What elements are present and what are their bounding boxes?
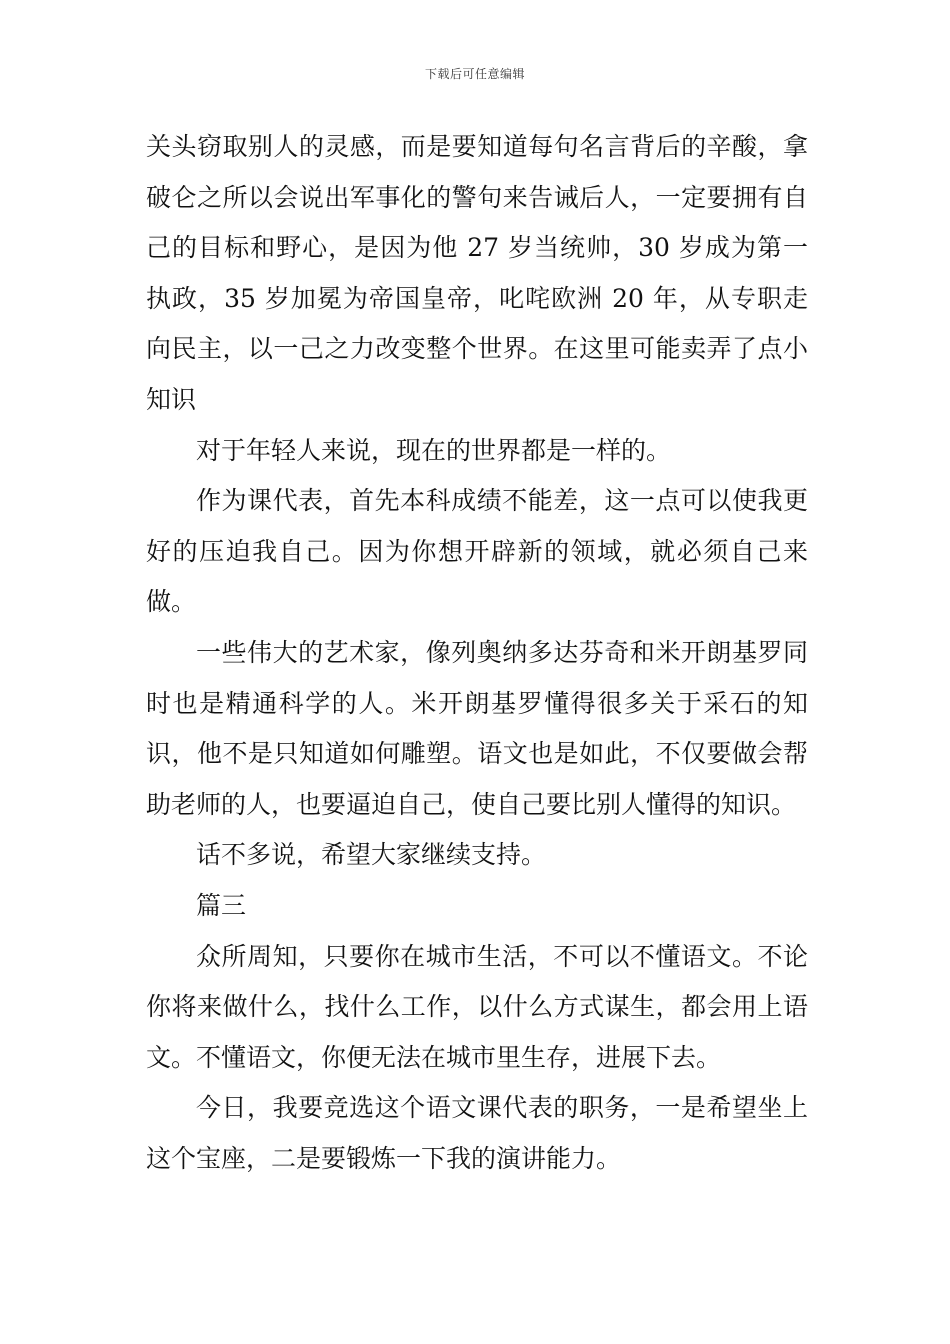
document-body xyxy=(146,122,808,1184)
paragraph-continued: 关头窃取别人的灵感，而是要知道每句名言背后的辛酸，拿破仑之所以会说出军事化的警句来告诫后人，一定要拥有自己的目标和野心，是因为他 27 岁当统帅，30 岁成为第一执政，35 岁加冕为帝国皇帝，叱咤欧洲 20 年，从专职走向民主，以一己之力改变整个世界。在这里可能卖弄了点小知识 xyxy=(146,132,808,414)
paragraph: 话不多说，希望大家继续支持。 xyxy=(196,840,547,870)
paragraph: 作为课代表，首先本科成绩不能差，这一点可以使我更好的压迫我自己。因为你想开辟新的领域，就必须自己来做。 xyxy=(146,486,808,617)
paragraph: 众所周知，只要你在城市生活，不可以不懂语文。不论你将来做什么，找什么工作，以什么方式谋生，都会用上语文。不懂语文，你便无法在城市里生存，进展下去。 xyxy=(146,941,808,1072)
paragraph: 一些伟大的艺术家，像列奥纳多达芬奇和米开朗基罗同时也是精通科学的人。米开朗基罗懂得很多关于采石的知识，他不是只知道如何雕塑。语文也是如此，不仅要做会帮助老师的人，也要逼迫自己，使自己要比别人懂得的知识。 xyxy=(146,637,808,819)
page-header-note: 下载后可任意编辑 xyxy=(424,67,525,81)
paragraph: 对于年轻人来说，现在的世界都是一样的。 xyxy=(196,435,672,465)
paragraph: 今日，我要竞选这个语文课代表的职务，一是希望坐上这个宝座，二是要锻炼一下我的演讲能力。 xyxy=(146,1093,808,1173)
section-heading: 篇三 xyxy=(196,890,247,920)
